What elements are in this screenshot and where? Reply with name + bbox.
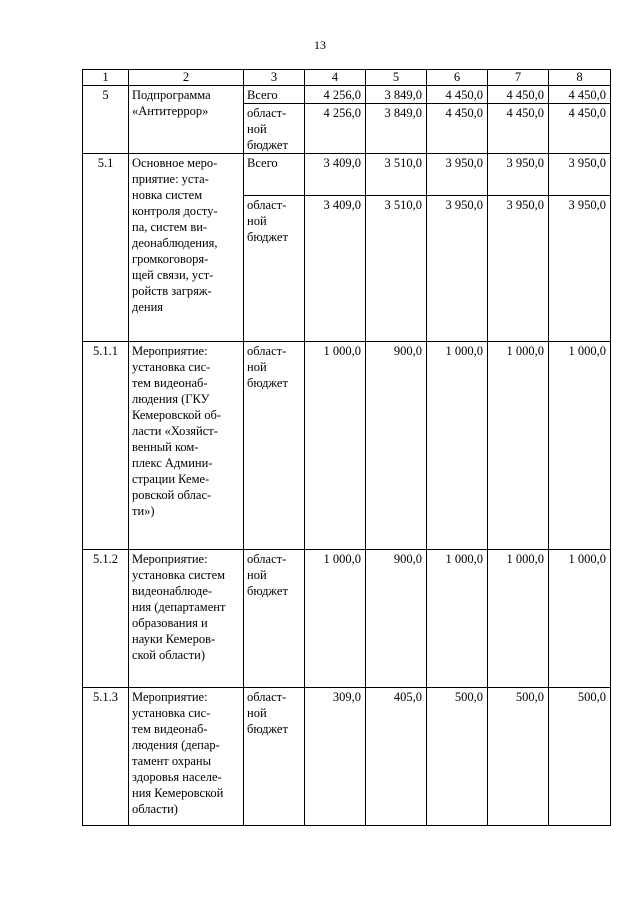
- column-header: 8: [549, 70, 611, 86]
- value-cell: 4 450,0: [427, 104, 488, 154]
- value-cell: 405,0: [366, 688, 427, 826]
- column-header: 2: [129, 70, 244, 86]
- value-cell: 309,0: [305, 688, 366, 826]
- value-cell: 3 409,0: [305, 154, 366, 196]
- budget-table: [82, 69, 611, 826]
- row-name-cell: Основное меро- приятие: уста- новка систем контроля досту- па, систем ви- деонаблюдения, громкоговоря- щей связи, уст- ройств загряж- дения: [129, 154, 244, 342]
- value-cell: 3 950,0: [488, 154, 549, 196]
- row-name-cell: Мероприятие: установка сис- тем видеонаб- людения (депар- тамент охраны здоровья населе- ния Кемеровской области): [129, 688, 244, 826]
- value-cell: 4 256,0: [305, 86, 366, 104]
- value-cell: 4 450,0: [427, 86, 488, 104]
- column-header: 3: [244, 70, 305, 86]
- column-header: 7: [488, 70, 549, 86]
- table-header-row: [83, 70, 611, 86]
- row-number-cell: 5: [83, 86, 129, 154]
- value-cell: 3 510,0: [366, 196, 427, 342]
- value-cell: 1 000,0: [488, 342, 549, 550]
- row-name-cell: Мероприятие: установка сис- тем видеонаб- людения (ГКУ Кемеровской об- ласти «Хозяйст- венный ком- плекс Админи- страции Кеме- ровской облас- ти»): [129, 342, 244, 550]
- value-cell: 900,0: [366, 550, 427, 688]
- funding-source-cell: Всего: [244, 86, 305, 104]
- funding-source-cell: Всего: [244, 154, 305, 196]
- table-body: [83, 70, 611, 826]
- value-cell: 1 000,0: [305, 550, 366, 688]
- row-number-cell: 5.1.1: [83, 342, 129, 550]
- value-cell: 4 450,0: [488, 86, 549, 104]
- row-number-cell: 5.1.2: [83, 550, 129, 688]
- table-row: [83, 342, 611, 550]
- value-cell: 3 950,0: [549, 154, 611, 196]
- value-cell: 1 000,0: [488, 550, 549, 688]
- funding-source-cell: област- ной бюджет: [244, 550, 305, 688]
- value-cell: 500,0: [549, 688, 611, 826]
- table-row: [83, 688, 611, 826]
- column-header: 1: [83, 70, 129, 86]
- value-cell: 500,0: [488, 688, 549, 826]
- value-cell: 4 450,0: [488, 104, 549, 154]
- value-cell: 1 000,0: [549, 342, 611, 550]
- value-cell: 1 000,0: [427, 550, 488, 688]
- value-cell: 3 950,0: [549, 196, 611, 342]
- value-cell: 3 950,0: [427, 196, 488, 342]
- value-cell: 500,0: [427, 688, 488, 826]
- value-cell: 3 849,0: [366, 86, 427, 104]
- column-header: 4: [305, 70, 366, 86]
- value-cell: 900,0: [366, 342, 427, 550]
- funding-source-cell: област- ной бюджет: [244, 342, 305, 550]
- funding-source-cell: област- ной бюджет: [244, 196, 305, 342]
- funding-source-cell: област- ной бюджет: [244, 104, 305, 154]
- value-cell: 1 000,0: [427, 342, 488, 550]
- table-row: [83, 550, 611, 688]
- table-row: [83, 86, 611, 104]
- page-number: 13: [314, 38, 326, 52]
- row-number-cell: 5.1: [83, 154, 129, 342]
- value-cell: 1 000,0: [305, 342, 366, 550]
- value-cell: 4 450,0: [549, 104, 611, 154]
- value-cell: 3 849,0: [366, 104, 427, 154]
- value-cell: 3 510,0: [366, 154, 427, 196]
- value-cell: 1 000,0: [549, 550, 611, 688]
- column-header: 6: [427, 70, 488, 86]
- table-row: [83, 154, 611, 196]
- value-cell: 3 409,0: [305, 196, 366, 342]
- row-name-cell: Подпрограмма «Антитеррор»: [129, 86, 244, 154]
- value-cell: 4 450,0: [549, 86, 611, 104]
- value-cell: 4 256,0: [305, 104, 366, 154]
- funding-source-cell: област- ной бюджет: [244, 688, 305, 826]
- column-header: 5: [366, 70, 427, 86]
- row-number-cell: 5.1.3: [83, 688, 129, 826]
- value-cell: 3 950,0: [488, 196, 549, 342]
- value-cell: 3 950,0: [427, 154, 488, 196]
- row-name-cell: Мероприятие: установка систем видеонаблюде- ния (департамент образования и науки Кемеров- ской области): [129, 550, 244, 688]
